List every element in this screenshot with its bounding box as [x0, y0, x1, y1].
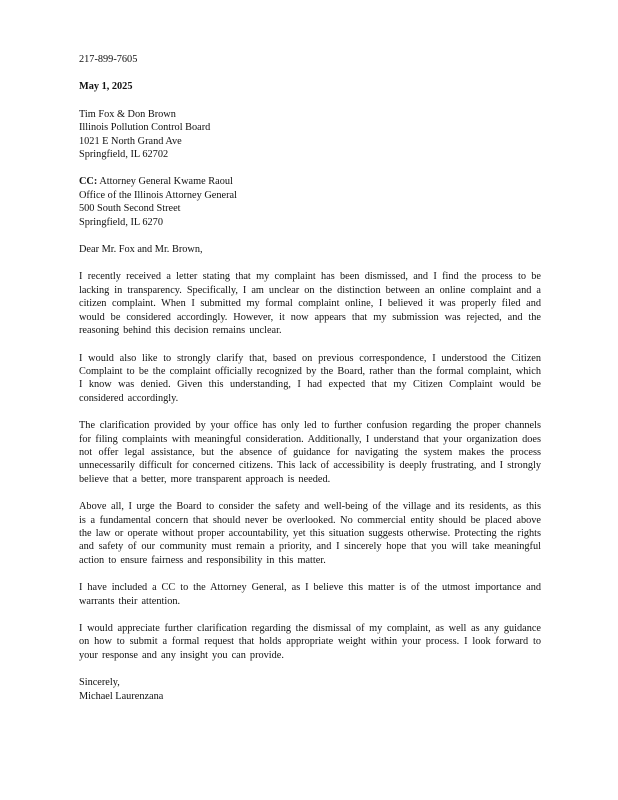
- cc-address: [79, 175, 541, 229]
- recipient-names: Tim Fox & Don Brown: [79, 108, 176, 120]
- recipient-address: [79, 108, 541, 162]
- signature-name: Michael Laurenzana: [79, 690, 164, 702]
- sign-off: [79, 676, 541, 703]
- cc-city: Springfield, IL 6270: [79, 216, 163, 228]
- body-paragraph-3: The clarification provided by your office has only led to further confusion regarding the proper channels for filing complaints with meaningful consideration. Additionally, I understand that your organization does not offer legal assistance, but the absence of guidance for navigating the system makes the process unnecessarily difficult for concerned citizens. This lack of accessibility is deeply frustrating, and I strongly believe that a better, more transparent approach is needed.: [79, 420, 541, 485]
- recipient-organization: Illinois Pollution Control Board: [79, 122, 211, 134]
- recipient-street: 1021 E North Grand Ave: [79, 135, 182, 147]
- letter: [79, 53, 541, 703]
- body-paragraph-1: I recently received a letter stating that my complaint has been dismissed, and I find the process to be lacking in transparency. Specifically, I am unclear on the distinction between an online complaint and a citizen complaint. When I submitted my formal complaint online, I believed it was properly filed and would be considered accordingly. However, it now appears that my submission was rejected, and the reasoning behind this decision remains unclear.: [79, 271, 541, 337]
- cc-office: Office of the Illinois Attorney General: [79, 189, 237, 201]
- salutation: Dear Mr. Fox and Mr. Brown,: [79, 244, 203, 256]
- sender-phone: 217-899-7605: [79, 54, 138, 65]
- cc-label: CC:: [79, 176, 98, 188]
- body-paragraph-2: I would also like to strongly clarify that, based on previous correspondence, I understood the Citizen Complaint to be the complaint officially recognized by the Board, rather than the formal complaint, which I know was denied. Given this understanding, I had expected that my Citizen Complaint would be considered accordingly.: [79, 352, 541, 404]
- letter-date: May 1, 2025: [79, 81, 133, 93]
- body-paragraph-4: Above all, I urge the Board to consider the safety and well-being of the village and its residents, as this is a fundamental concern that should never be overlooked. No commercial entity should be placed above the law or operate without proper accountability, yet this situation suggests otherwise. Protecting the rights and safety of our community must remain a priority, and I sincerely hope that you will take meaningful action to ensure fairness and responsibility in this matter.: [79, 501, 541, 566]
- cc-street: 500 South Second Street: [79, 203, 181, 215]
- cc-name: Attorney General Kwame Raoul: [99, 176, 233, 188]
- closing: Sincerely,: [79, 677, 120, 689]
- body-paragraph-6: I would appreciate further clarification regarding the dismissal of my complaint, as well as any guidance on how to submit a formal request that holds appropriate weight within your process. I look forward to your response and any insight you can provide.: [79, 623, 541, 661]
- body-paragraph-5: I have included a CC to the Attorney General, as I believe this matter is of the utmost importance and warrants their attention.: [79, 582, 541, 607]
- recipient-city: Springfield, IL 62702: [79, 149, 169, 161]
- cc-first-line: [79, 175, 541, 188]
